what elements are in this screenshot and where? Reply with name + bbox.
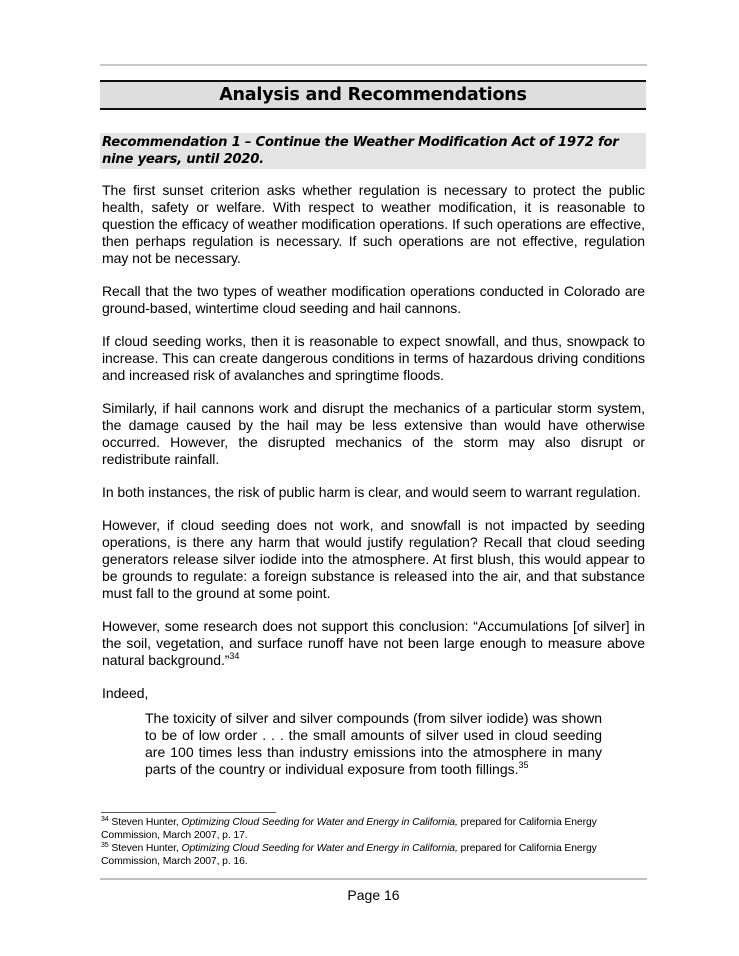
recommendation-heading: Recommendation 1 – Continue the Weather Modification Act of 1972 for nine years, until 2020. xyxy=(102,135,619,167)
footnote-details: prepared for California Energy Commission, March 2007, p. 16. xyxy=(101,843,597,867)
footnote-author: Steven Hunter, xyxy=(108,843,182,854)
paragraph: In both instances, the risk of public harm is clear, and would seem to warrant regulation. xyxy=(102,484,641,500)
paragraph: Indeed, xyxy=(102,685,149,701)
footnote-separator xyxy=(101,812,276,813)
section-title-banner xyxy=(100,80,646,110)
footnote-author: Steven Hunter, xyxy=(108,817,182,828)
paragraph-with-citation xyxy=(102,618,645,669)
footnote-ref-34[interactable]: 34 xyxy=(229,651,240,661)
body-content xyxy=(102,182,645,778)
paragraph: Similarly, if hail cannons work and disrupt the mechanics of a particular storm system, the damage caused by the hail may be less extensive than would have otherwise occurred. However, the disrupted mechanics of the storm may also disrupt or redistribute rainfall. xyxy=(102,400,645,467)
paragraph: However, if cloud seeding does not work, and snowfall is not impacted by seeding operations, is there any harm that would justify regulation? Recall that cloud seeding generators release silver iodide into the atmosphere. At first blush, this would appear to be grounds to regulate: a foreign substance is released into the air, and that substance must fall to the ground at some point. xyxy=(102,517,645,601)
footnote-35 xyxy=(101,842,646,868)
header-divider xyxy=(100,64,647,66)
paragraph-text: However, some research does not support this conclusion: “Accumulations [of silver] in the soil, vegetation, and surface runoff have not been large enough to measure above natural background.” xyxy=(102,618,645,668)
footnote-number: 35 xyxy=(101,842,109,849)
footnotes xyxy=(101,816,646,868)
footnote-number: 34 xyxy=(101,816,109,823)
footnote-title: Optimizing Cloud Seeding for Water and Energy in California, xyxy=(181,843,458,854)
recommendation-banner xyxy=(100,133,646,169)
block-quote xyxy=(145,710,602,778)
footer-divider xyxy=(100,878,647,880)
page-title: Analysis and Recommendations xyxy=(219,85,527,105)
page-number: Page 16 xyxy=(347,887,400,903)
footnote-34 xyxy=(101,816,646,842)
footnote-details: prepared for California Energy Commission, March 2007, p. 17. xyxy=(101,817,597,841)
footnote-ref-35[interactable]: 35 xyxy=(518,760,529,770)
footnote-title: Optimizing Cloud Seeding for Water and Energy in California, xyxy=(181,817,458,828)
paragraph: Recall that the two types of weather modification operations conducted in Colorado are ground-based, wintertime cloud seeding and hail cannons. xyxy=(102,283,645,316)
paragraph: The first sunset criterion asks whether regulation is necessary to protect the public health, safety or welfare. With respect to weather modification, it is reasonable to question the efficacy of weather modification operations. If such operations are effective, then perhaps regulation is necessary. If such operations are not effective, regulation may not be necessary. xyxy=(102,182,645,266)
paragraph: If cloud seeding works, then it is reasonable to expect snowfall, and thus, snowpack to increase. This can create dangerous conditions in terms of hazardous driving conditions and increased risk of avalanches and springtime floods. xyxy=(102,333,645,383)
quote-text: The toxicity of silver and silver compounds (from silver iodide) was shown to be of low order . . . the small amounts of silver used in cloud seeding are 100 times less than industry emissions into the atmosphere in many parts of the country or individual exposure from tooth fillings. xyxy=(145,710,602,777)
